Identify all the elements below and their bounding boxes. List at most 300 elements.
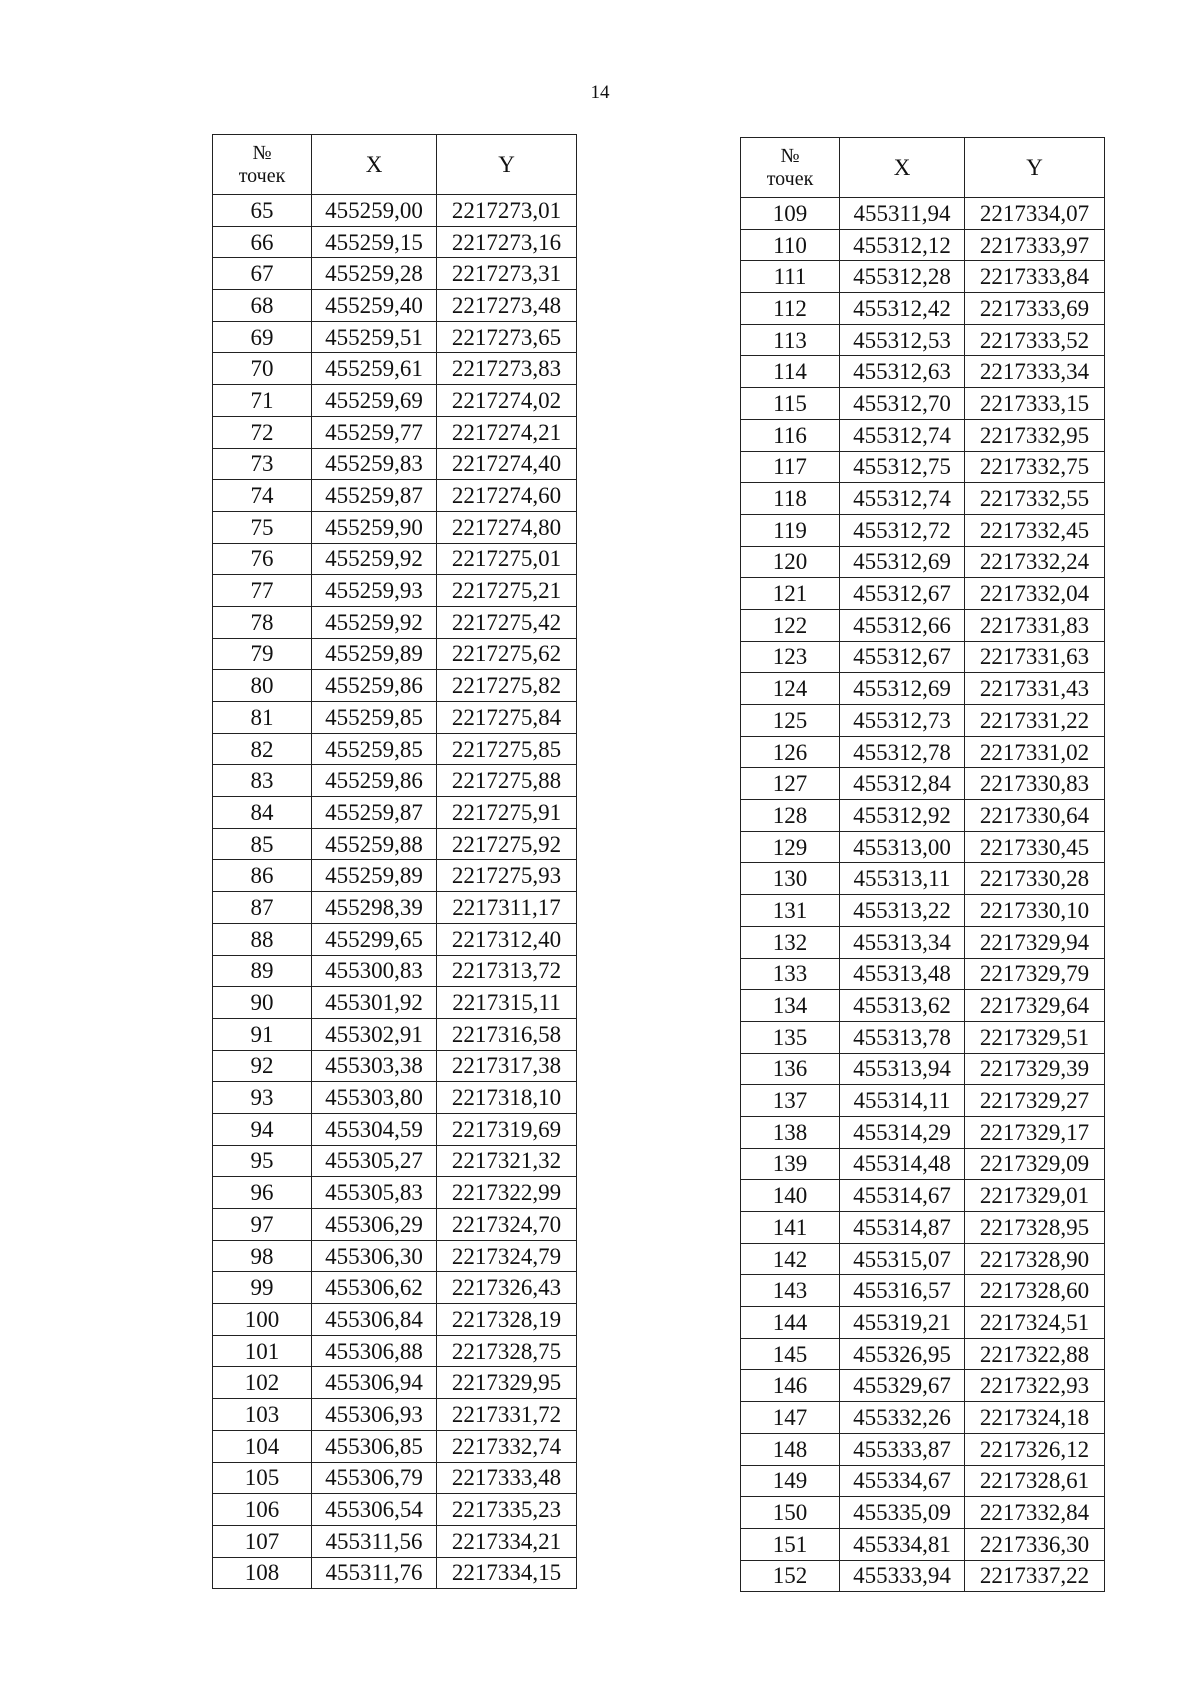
cell-y: 2217315,11 (437, 987, 577, 1019)
cell-point-number: 83 (213, 765, 312, 797)
cell-point-number: 89 (213, 955, 312, 987)
cell-point-number: 102 (213, 1367, 312, 1399)
cell-x: 455326,95 (840, 1338, 965, 1370)
cell-y: 2217329,51 (965, 1021, 1105, 1053)
cell-x: 455314,67 (840, 1180, 965, 1212)
cell-y: 2217317,38 (437, 1050, 577, 1082)
cell-x: 455313,62 (840, 990, 965, 1022)
cell-y: 2217273,65 (437, 321, 577, 353)
table-row (213, 226, 577, 258)
table-row (741, 419, 1105, 451)
cell-x: 455314,48 (840, 1148, 965, 1180)
cell-x: 455332,26 (840, 1402, 965, 1434)
cell-x: 455314,87 (840, 1212, 965, 1244)
table-row (741, 1148, 1105, 1180)
cell-y: 2217324,51 (965, 1307, 1105, 1339)
cell-x: 455313,48 (840, 958, 965, 990)
cell-x: 455306,85 (312, 1430, 437, 1462)
cell-point-number: 82 (213, 733, 312, 765)
cell-y: 2217329,09 (965, 1148, 1105, 1180)
cell-x: 455312,69 (840, 546, 965, 578)
cell-y: 2217322,93 (965, 1370, 1105, 1402)
cell-point-number: 137 (741, 1085, 840, 1117)
cell-point-number: 125 (741, 705, 840, 737)
cell-y: 2217319,69 (437, 1113, 577, 1145)
cell-y: 2217333,52 (965, 324, 1105, 356)
cell-y: 2217273,48 (437, 290, 577, 322)
cell-x: 455313,22 (840, 895, 965, 927)
table-row (213, 353, 577, 385)
cell-point-number: 110 (741, 229, 840, 261)
table-row (213, 416, 577, 448)
header-x: X (312, 135, 437, 195)
cell-y: 2217275,91 (437, 797, 577, 829)
cell-point-number: 90 (213, 987, 312, 1019)
cell-x: 455312,84 (840, 768, 965, 800)
cell-y: 2217337,22 (965, 1560, 1105, 1592)
cell-y: 2217331,63 (965, 641, 1105, 673)
cell-x: 455315,07 (840, 1243, 965, 1275)
header-point-number: № точек (741, 138, 840, 198)
table-header-row (213, 135, 577, 195)
cell-y: 2217322,99 (437, 1177, 577, 1209)
table-row (213, 290, 577, 322)
table-row (741, 1560, 1105, 1592)
cell-x: 455306,62 (312, 1272, 437, 1304)
cell-y: 2217322,88 (965, 1338, 1105, 1370)
table-row (213, 955, 577, 987)
cell-point-number: 86 (213, 860, 312, 892)
cell-x: 455312,67 (840, 641, 965, 673)
cell-point-number: 94 (213, 1113, 312, 1145)
cell-y: 2217318,10 (437, 1082, 577, 1114)
table-row (741, 261, 1105, 293)
cell-point-number: 96 (213, 1177, 312, 1209)
table-row (741, 451, 1105, 483)
cell-point-number: 150 (741, 1497, 840, 1529)
table-row (741, 229, 1105, 261)
table-row (213, 1335, 577, 1367)
table-row (213, 860, 577, 892)
table-row (741, 1338, 1105, 1370)
cell-point-number: 133 (741, 958, 840, 990)
cell-point-number: 123 (741, 641, 840, 673)
cell-y: 2217332,55 (965, 483, 1105, 515)
cell-point-number: 120 (741, 546, 840, 578)
cell-y: 2217274,21 (437, 416, 577, 448)
header-y: Y (437, 135, 577, 195)
cell-x: 455306,93 (312, 1399, 437, 1431)
cell-point-number: 95 (213, 1145, 312, 1177)
table-row (741, 324, 1105, 356)
table-row (741, 483, 1105, 515)
cell-point-number: 73 (213, 448, 312, 480)
cell-y: 2217273,83 (437, 353, 577, 385)
table-row (741, 1307, 1105, 1339)
cell-y: 2217274,02 (437, 385, 577, 417)
cell-y: 2217330,10 (965, 895, 1105, 927)
cell-point-number: 138 (741, 1116, 840, 1148)
cell-x: 455306,30 (312, 1240, 437, 1272)
cell-x: 455259,89 (312, 860, 437, 892)
cell-point-number: 79 (213, 638, 312, 670)
cell-x: 455303,80 (312, 1082, 437, 1114)
cell-y: 2217332,24 (965, 546, 1105, 578)
table-row (741, 641, 1105, 673)
cell-point-number: 119 (741, 514, 840, 546)
cell-point-number: 70 (213, 353, 312, 385)
cell-x: 455259,86 (312, 670, 437, 702)
cell-y: 2217273,31 (437, 258, 577, 290)
cell-point-number: 142 (741, 1243, 840, 1275)
table-row (213, 480, 577, 512)
cell-y: 2217329,27 (965, 1085, 1105, 1117)
cell-y: 2217321,32 (437, 1145, 577, 1177)
table-row (741, 1053, 1105, 1085)
cell-x: 455313,00 (840, 831, 965, 863)
cell-x: 455313,78 (840, 1021, 965, 1053)
cell-x: 455259,87 (312, 480, 437, 512)
cell-point-number: 93 (213, 1082, 312, 1114)
page-number: 14 (590, 82, 610, 103)
cell-point-number: 136 (741, 1053, 840, 1085)
cell-point-number: 134 (741, 990, 840, 1022)
cell-y: 2217326,12 (965, 1433, 1105, 1465)
table-row (213, 797, 577, 829)
cell-point-number: 144 (741, 1307, 840, 1339)
cell-x: 455259,28 (312, 258, 437, 290)
cell-x: 455301,92 (312, 987, 437, 1019)
cell-y: 2217333,97 (965, 229, 1105, 261)
cell-point-number: 113 (741, 324, 840, 356)
table-row (741, 736, 1105, 768)
cell-x: 455312,67 (840, 578, 965, 610)
cell-y: 2217329,95 (437, 1367, 577, 1399)
cell-y: 2217328,95 (965, 1212, 1105, 1244)
table-row (741, 863, 1105, 895)
cell-y: 2217331,83 (965, 609, 1105, 641)
cell-y: 2217328,19 (437, 1304, 577, 1336)
cell-x: 455312,92 (840, 800, 965, 832)
cell-point-number: 139 (741, 1148, 840, 1180)
cell-point-number: 124 (741, 673, 840, 705)
cell-y: 2217324,70 (437, 1209, 577, 1241)
cell-y: 2217328,75 (437, 1335, 577, 1367)
cell-y: 2217312,40 (437, 923, 577, 955)
cell-point-number: 140 (741, 1180, 840, 1212)
cell-y: 2217275,92 (437, 828, 577, 860)
table-row (741, 958, 1105, 990)
cell-x: 455259,90 (312, 511, 437, 543)
cell-x: 455306,54 (312, 1494, 437, 1526)
table-row (213, 1177, 577, 1209)
cell-point-number: 149 (741, 1465, 840, 1497)
table-row (213, 1272, 577, 1304)
table-row (213, 765, 577, 797)
cell-point-number: 65 (213, 195, 312, 227)
table-row (213, 1304, 577, 1336)
cell-x: 455259,87 (312, 797, 437, 829)
table-row (213, 606, 577, 638)
cell-point-number: 67 (213, 258, 312, 290)
cell-x: 455312,70 (840, 388, 965, 420)
cell-point-number: 88 (213, 923, 312, 955)
table-row (213, 1367, 577, 1399)
cell-x: 455259,51 (312, 321, 437, 353)
cell-y: 2217328,61 (965, 1465, 1105, 1497)
table-row (213, 702, 577, 734)
cell-x: 455259,69 (312, 385, 437, 417)
cell-x: 455259,61 (312, 353, 437, 385)
cell-point-number: 80 (213, 670, 312, 702)
cell-point-number: 129 (741, 831, 840, 863)
cell-x: 455312,63 (840, 356, 965, 388)
cell-point-number: 148 (741, 1433, 840, 1465)
cell-x: 455312,28 (840, 261, 965, 293)
table-row (213, 923, 577, 955)
coordinates-table-left (212, 134, 577, 1589)
cell-y: 2217332,04 (965, 578, 1105, 610)
table-row (213, 1399, 577, 1431)
table-row (213, 828, 577, 860)
table-row (213, 543, 577, 575)
cell-x: 455313,34 (840, 926, 965, 958)
cell-y: 2217334,21 (437, 1525, 577, 1557)
cell-y: 2217311,17 (437, 892, 577, 924)
cell-x: 455303,38 (312, 1050, 437, 1082)
cell-x: 455259,92 (312, 606, 437, 638)
cell-y: 2217328,90 (965, 1243, 1105, 1275)
cell-y: 2217332,75 (965, 451, 1105, 483)
cell-y: 2217329,39 (965, 1053, 1105, 1085)
cell-point-number: 126 (741, 736, 840, 768)
cell-y: 2217330,83 (965, 768, 1105, 800)
cell-point-number: 99 (213, 1272, 312, 1304)
table-row (741, 1116, 1105, 1148)
table-row (213, 385, 577, 417)
cell-y: 2217332,95 (965, 419, 1105, 451)
cell-y: 2217334,07 (965, 198, 1105, 230)
cell-point-number: 103 (213, 1399, 312, 1431)
table-row (741, 926, 1105, 958)
cell-point-number: 121 (741, 578, 840, 610)
cell-x: 455259,88 (312, 828, 437, 860)
cell-point-number: 141 (741, 1212, 840, 1244)
cell-point-number: 112 (741, 293, 840, 325)
cell-x: 455312,66 (840, 609, 965, 641)
cell-x: 455299,65 (312, 923, 437, 955)
cell-y: 2217329,79 (965, 958, 1105, 990)
cell-y: 2217324,79 (437, 1240, 577, 1272)
table-row (741, 578, 1105, 610)
cell-y: 2217275,88 (437, 765, 577, 797)
cell-y: 2217333,15 (965, 388, 1105, 420)
table-row (741, 800, 1105, 832)
cell-y: 2217326,43 (437, 1272, 577, 1304)
cell-point-number: 147 (741, 1402, 840, 1434)
cell-x: 455312,74 (840, 483, 965, 515)
table-row (213, 670, 577, 702)
cell-y: 2217274,60 (437, 480, 577, 512)
cell-x: 455259,86 (312, 765, 437, 797)
cell-x: 455304,59 (312, 1113, 437, 1145)
cell-y: 2217274,40 (437, 448, 577, 480)
table-row (213, 733, 577, 765)
cell-x: 455302,91 (312, 1018, 437, 1050)
cell-x: 455333,87 (840, 1433, 965, 1465)
cell-x: 455311,94 (840, 198, 965, 230)
cell-x: 455312,72 (840, 514, 965, 546)
cell-y: 2217324,18 (965, 1402, 1105, 1434)
cell-point-number: 101 (213, 1335, 312, 1367)
cell-x: 455259,85 (312, 702, 437, 734)
cell-point-number: 81 (213, 702, 312, 734)
cell-y: 2217332,84 (965, 1497, 1105, 1529)
cell-x: 455259,40 (312, 290, 437, 322)
table-row (741, 673, 1105, 705)
cell-y: 2217316,58 (437, 1018, 577, 1050)
table-row (213, 195, 577, 227)
table-row (741, 1212, 1105, 1244)
cell-x: 455306,79 (312, 1462, 437, 1494)
cell-x: 455335,09 (840, 1497, 965, 1529)
cell-x: 455306,29 (312, 1209, 437, 1241)
table-row (741, 1370, 1105, 1402)
table-row (741, 1433, 1105, 1465)
cell-point-number: 115 (741, 388, 840, 420)
cell-point-number: 135 (741, 1021, 840, 1053)
table-row (213, 1462, 577, 1494)
cell-point-number: 68 (213, 290, 312, 322)
cell-point-number: 143 (741, 1275, 840, 1307)
cell-point-number: 127 (741, 768, 840, 800)
table-row (741, 293, 1105, 325)
cell-y: 2217275,62 (437, 638, 577, 670)
table-row (741, 1497, 1105, 1529)
cell-x: 455313,94 (840, 1053, 965, 1085)
cell-y: 2217335,23 (437, 1494, 577, 1526)
cell-x: 455259,00 (312, 195, 437, 227)
table-row (741, 1243, 1105, 1275)
cell-point-number: 85 (213, 828, 312, 860)
cell-x: 455311,56 (312, 1525, 437, 1557)
header-y: Y (965, 138, 1105, 198)
table-row (213, 638, 577, 670)
table-row (213, 892, 577, 924)
cell-point-number: 106 (213, 1494, 312, 1526)
cell-point-number: 130 (741, 863, 840, 895)
cell-y: 2217328,60 (965, 1275, 1105, 1307)
cell-x: 455306,88 (312, 1335, 437, 1367)
table-row (741, 1085, 1105, 1117)
table-row (741, 1465, 1105, 1497)
table-row (213, 1494, 577, 1526)
table-row (741, 1021, 1105, 1053)
table-row (741, 609, 1105, 641)
table-row (213, 1082, 577, 1114)
cell-y: 2217336,30 (965, 1528, 1105, 1560)
cell-point-number: 84 (213, 797, 312, 829)
cell-x: 455313,11 (840, 863, 965, 895)
cell-x: 455300,83 (312, 955, 437, 987)
cell-point-number: 117 (741, 451, 840, 483)
cell-point-number: 97 (213, 1209, 312, 1241)
table-header-row (741, 138, 1105, 198)
table-row (741, 831, 1105, 863)
cell-point-number: 98 (213, 1240, 312, 1272)
cell-x: 455329,67 (840, 1370, 965, 1402)
table-row (213, 1430, 577, 1462)
cell-y: 2217334,15 (437, 1557, 577, 1589)
table-row (741, 895, 1105, 927)
table-row (213, 1145, 577, 1177)
cell-point-number: 66 (213, 226, 312, 258)
cell-x: 455306,84 (312, 1304, 437, 1336)
cell-point-number: 109 (741, 198, 840, 230)
cell-y: 2217331,72 (437, 1399, 577, 1431)
cell-x: 455312,78 (840, 736, 965, 768)
cell-point-number: 69 (213, 321, 312, 353)
cell-x: 455305,27 (312, 1145, 437, 1177)
table-row (213, 258, 577, 290)
cell-x: 455259,93 (312, 575, 437, 607)
cell-point-number: 146 (741, 1370, 840, 1402)
cell-point-number: 108 (213, 1557, 312, 1589)
cell-x: 455333,94 (840, 1560, 965, 1592)
cell-x: 455312,53 (840, 324, 965, 356)
cell-x: 455316,57 (840, 1275, 965, 1307)
cell-y: 2217329,01 (965, 1180, 1105, 1212)
cell-point-number: 128 (741, 800, 840, 832)
table-row (741, 990, 1105, 1022)
cell-x: 455298,39 (312, 892, 437, 924)
table-row (741, 1528, 1105, 1560)
cell-x: 455259,77 (312, 416, 437, 448)
cell-x: 455259,89 (312, 638, 437, 670)
cell-y: 2217275,93 (437, 860, 577, 892)
cell-y: 2217331,02 (965, 736, 1105, 768)
cell-point-number: 122 (741, 609, 840, 641)
cell-x: 455312,75 (840, 451, 965, 483)
table-row (741, 198, 1105, 230)
cell-point-number: 131 (741, 895, 840, 927)
coordinates-table-right (740, 137, 1105, 1592)
cell-y: 2217330,45 (965, 831, 1105, 863)
cell-y: 2217331,43 (965, 673, 1105, 705)
cell-x: 455314,11 (840, 1085, 965, 1117)
cell-y: 2217333,69 (965, 293, 1105, 325)
cell-y: 2217333,48 (437, 1462, 577, 1494)
cell-point-number: 78 (213, 606, 312, 638)
table-row (741, 1275, 1105, 1307)
cell-y: 2217275,85 (437, 733, 577, 765)
cell-y: 2217333,84 (965, 261, 1105, 293)
table-row (213, 1209, 577, 1241)
cell-y: 2217329,64 (965, 990, 1105, 1022)
cell-x: 455334,81 (840, 1528, 965, 1560)
cell-point-number: 71 (213, 385, 312, 417)
cell-x: 455312,69 (840, 673, 965, 705)
cell-y: 2217273,01 (437, 195, 577, 227)
cell-point-number: 105 (213, 1462, 312, 1494)
table-row (741, 1402, 1105, 1434)
cell-x: 455306,94 (312, 1367, 437, 1399)
cell-x: 455312,12 (840, 229, 965, 261)
cell-y: 2217274,80 (437, 511, 577, 543)
table-row (213, 1240, 577, 1272)
table-row (213, 511, 577, 543)
cell-y: 2217332,45 (965, 514, 1105, 546)
